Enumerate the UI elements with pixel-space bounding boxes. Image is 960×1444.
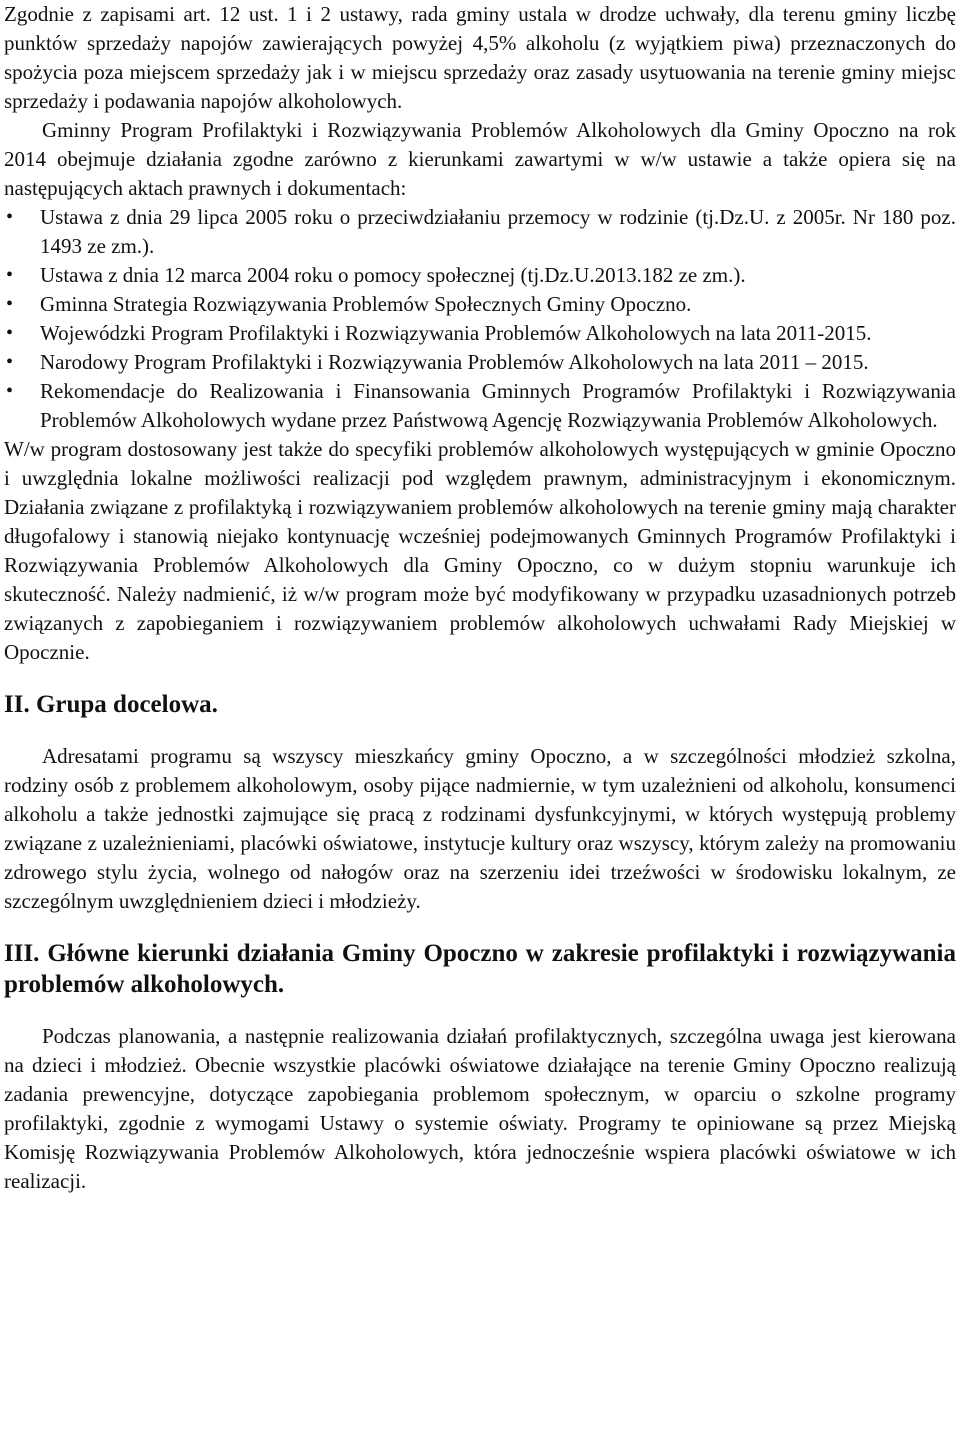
list-item-text: Ustawa z dnia 29 lipca 2005 roku o przeciwdziałaniu przemocy w rodzinie (tj.Dz.U. z 2005r. Nr 180 poz. 1493 ze zm.). bbox=[40, 205, 956, 258]
list-item bbox=[4, 203, 956, 261]
list-item bbox=[4, 377, 956, 435]
bullet-icon: • bbox=[6, 293, 14, 315]
bullet-icon: • bbox=[6, 264, 14, 286]
intro-paragraph-1: Zgodnie z zapisami art. 12 ust. 1 i 2 ustawy, rada gminy ustala w drodze uchwały, dla terenu gminy liczbę punktów sprzedaży napojów zawierających powyżej 4,5% alkoholu (z wyjątkiem piwa) przeznaczonych do spożycia poza miejscem sprzedaży jak i w miejscu sprzedaży oraz zasady usytuowania na terenie gminy miejsc sprzedaży i podawania napojów alkoholowych. bbox=[4, 2, 956, 113]
section-2-paragraph: Adresatami programu są wszyscy mieszkańcy gminy Opoczno, a w szczególności młodzież szkolna, rodziny osób z problemem alkoholowym, osoby pijące nadmiernie, w tym uzależnieni od alkoholu, konsumenci alkoholu a także jednostki zajmujące się pracą z rodzinami dysfunkcyjnymi, w których występują problemy związane z uzależnieniami, placówki oświatowe, instytucje kultury oraz wszyscy, którym zależy na promowaniu zdrowego stylu życia, wolnego od nałogów oraz na szerzeniu idei trzeźwości w środowisku lokalnym, ze szczególnym uwzględnieniem dzieci i młodzieży. bbox=[4, 744, 956, 913]
spacer bbox=[4, 916, 956, 938]
section-3-heading: III. Główne kierunki działania Gminy Opoczno w zakresie profilaktyki i rozwiązywania problemów alkoholowych. bbox=[4, 940, 956, 998]
bullet-icon: • bbox=[6, 351, 14, 373]
list-item bbox=[4, 290, 956, 319]
spacer bbox=[4, 1000, 956, 1022]
list-item bbox=[4, 319, 956, 348]
bullet-icon: • bbox=[6, 380, 14, 402]
bullet-icon: • bbox=[6, 206, 14, 228]
list-item bbox=[4, 348, 956, 377]
bullet-icon: • bbox=[6, 322, 14, 344]
program-note-paragraph: W/w program dostosowany jest także do specyfiki problemów alkoholowych występujących w gminie Opoczno i uwzględnia lokalne możliwości realizacji pod względem prawnym, administracyjnym i ekonomicznym. Działania związane z profilaktyką i rozwiązywaniem problemów alkoholowych na terenie gminy mają charakter długofalowy i stanowią niejako kontynuację wcześniej podejmowanych Gminnych Programów Profilaktyki i Rozwiązywania Problemów Alkoholowych dla Gminy Opoczno, co w dużym stopniu warunkuje ich skuteczność. Należy nadmienić, iż w/w program może być modyfikowany w przypadku uzasadnionych potrzeb związanych z zapobieganiem i rozwiązywaniem problemów alkoholowych uchwałami Rady Miejskiej w Opocznie. bbox=[4, 437, 956, 664]
legal-acts-list bbox=[4, 203, 956, 435]
section-3-paragraph: Podczas planowania, a następnie realizowania działań profilaktycznych, szczególna uwaga jest kierowana na dzieci i młodzież. Obecnie wszystkie placówki oświatowe działające na terenie Gminy Opoczno realizują zadania prewencyjne, dotyczące zapobiegania problemom społecznym, w oparciu o szkolne programy profilaktyki, zgodnie z wymogami Ustawy o systemie oświaty. Programy te opiniowane są przez Miejską Komisję Rozwiązywania Problemów Alkoholowych, która jednocześnie wspiera placówki oświatowe w ich realizacji. bbox=[4, 1024, 956, 1193]
intro-paragraph-2: Gminny Program Profilaktyki i Rozwiązywania Problemów Alkoholowych dla Gminy Opoczno na rok 2014 obejmuje działania zgodne zarówno z kierunkami zawartymi w w/w ustawie a także opiera się na następujących aktach prawnych i dokumentach: bbox=[4, 118, 956, 200]
list-item-text: Wojewódzki Program Profilaktyki i Rozwiązywania Problemów Alkoholowych na lata 2011-2015. bbox=[40, 321, 872, 345]
list-item-text: Gminna Strategia Rozwiązywania Problemów Społecznych Gminy Opoczno. bbox=[40, 292, 692, 316]
list-item-text: Narodowy Program Profilaktyki i Rozwiązywania Problemów Alkoholowych na lata 2011 – 2015. bbox=[40, 350, 869, 374]
list-item-text: Rekomendacje do Realizowania i Finansowania Gminnych Programów Profilaktyki i Rozwiązywania Problemów Alkoholowych wydane przez Państwową Agencję Rozwiązywania Problemów Alkoholowych. bbox=[40, 379, 956, 432]
section-2-heading: II. Grupa docelowa. bbox=[4, 691, 218, 718]
spacer bbox=[4, 667, 956, 689]
spacer bbox=[4, 720, 956, 742]
list-item-text: Ustawa z dnia 12 marca 2004 roku o pomocy społecznej (tj.Dz.U.2013.182 ze zm.). bbox=[40, 263, 746, 287]
list-item bbox=[4, 261, 956, 290]
